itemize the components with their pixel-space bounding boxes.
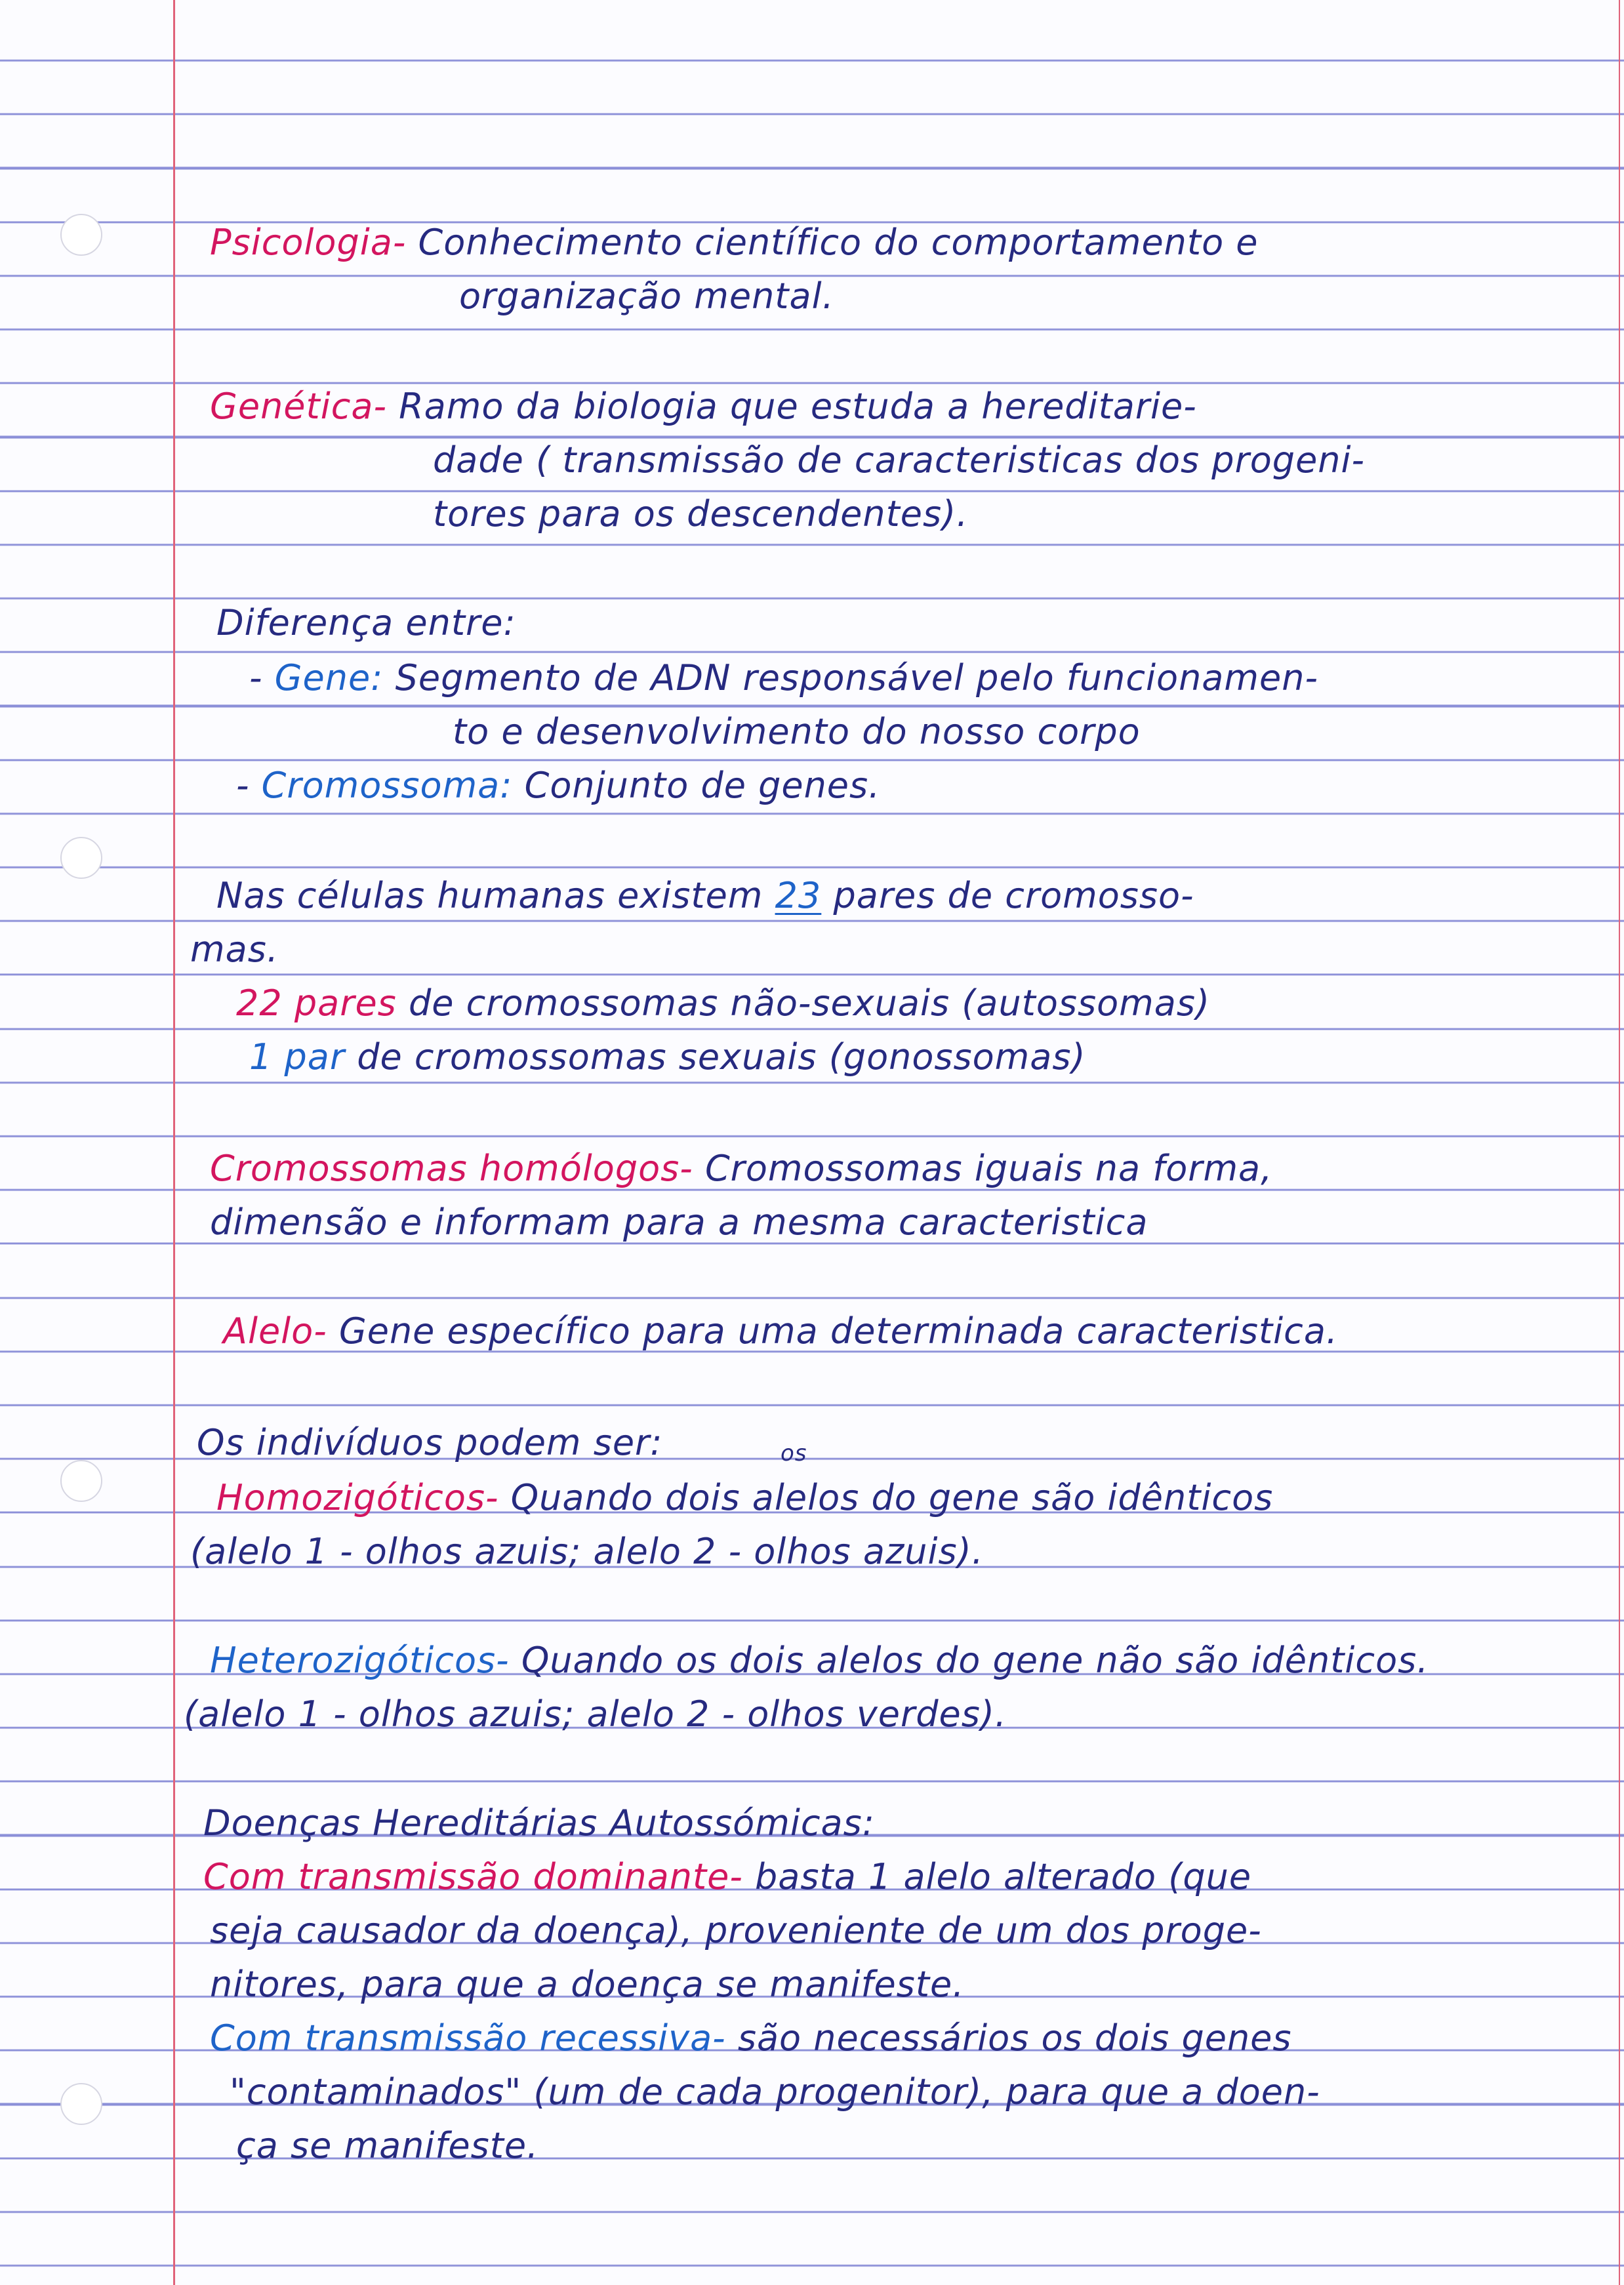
punch-hole	[60, 2083, 102, 2125]
punch-hole	[60, 214, 102, 256]
dominante-term: Com transmissão dominante-	[203, 1856, 743, 1897]
celulas-text-end: pares de cromosso-	[833, 875, 1194, 916]
gonossomas-count: 1 par	[249, 1036, 346, 1078]
autossomas-text: de cromossomas não-sexuais (autossomas)	[408, 982, 1211, 1024]
heterozigoticos-line-2: (alelo 1 - olhos azuis; alelo 2 - olhos verdes).	[184, 1693, 1007, 1735]
homologos-definition: Cromossomas iguais na forma,	[704, 1148, 1273, 1189]
dominante-definition: basta 1 alelo alterado (que	[755, 1856, 1252, 1897]
psicologia-term: Psicologia-	[210, 222, 407, 263]
homozigoticos-term: Homozigóticos-	[216, 1477, 499, 1518]
gonossomas-text: de cromossomas sexuais (gonossomas)	[357, 1036, 1086, 1078]
homozigoticos-line-1	[216, 1472, 1273, 1524]
recessiva-line-2: "contaminados" (um de cada progenitor), para que a doen-	[230, 2071, 1320, 2113]
homologos-line-2: dimensão e informam para a mesma caracteristica	[210, 1202, 1148, 1243]
celulas-line-1	[216, 870, 1194, 922]
cromossoma-line	[236, 759, 880, 812]
doencas-heading: Doenças Hereditárias Autossómicas:	[203, 1802, 875, 1844]
autossomas-line	[236, 977, 1210, 1030]
recessiva-line-3: ça se manifeste.	[236, 2125, 539, 2166]
psicologia-definition: Conhecimento científico do comportamento e	[418, 222, 1259, 263]
dominante-line-1	[203, 1851, 1251, 1903]
homologos-term: Cromossomas homólogos-	[210, 1148, 693, 1189]
genetica-term: Genética-	[210, 386, 387, 427]
homozigoticos-line-2: (alelo 1 - olhos azuis; alelo 2 - olhos azuis).	[190, 1531, 984, 1572]
gene-line-2: to e desenvolvimento do nosso corpo	[453, 711, 1141, 752]
punch-hole	[60, 837, 102, 879]
punch-hole	[60, 1460, 102, 1502]
gonossomas-line	[249, 1031, 1086, 1083]
recessiva-line-1	[210, 2012, 1292, 2065]
gene-term: Gene:	[274, 657, 384, 698]
celulas-line-2: mas.	[190, 929, 279, 970]
homologos-line-1	[210, 1142, 1272, 1195]
right-margin-line	[1619, 0, 1620, 2285]
psicologia-line-2: organização mental.	[459, 275, 834, 317]
list-dash: -	[236, 765, 250, 806]
alelo-line	[223, 1305, 1338, 1358]
recessiva-term: Com transmissão recessiva-	[210, 2017, 726, 2059]
genetica-line-3: tores para os descendentes).	[433, 493, 969, 535]
left-margin-line	[173, 0, 175, 2285]
individuos-heading: Os indivíduos podem ser:	[197, 1422, 663, 1463]
heterozigoticos-line-1	[210, 1634, 1429, 1687]
diferenca-heading: Diferença entre:	[216, 602, 516, 643]
genetica-line-2: dade ( transmissão de caracteristicas dos progeni-	[433, 439, 1366, 481]
cromossoma-definition: Conjunto de genes.	[524, 765, 881, 806]
heterozigoticos-definition: Quando os dois alelos do gene não são idênticos.	[521, 1640, 1429, 1681]
heterozigoticos-term: Heterozigóticos-	[210, 1640, 510, 1681]
homozigoticos-definition: Quando dois alelos do gene são idênticos	[510, 1477, 1274, 1518]
alelo-term: Alelo-	[223, 1310, 327, 1352]
dominante-line-2: seja causador da doença), proveniente de um dos proge-	[210, 1910, 1262, 1951]
recessiva-definition: são necessários os dois genes	[737, 2017, 1292, 2059]
dominante-line-3: nitores, para que a doença se manifeste.	[210, 1964, 965, 2005]
insertion-mark: os	[781, 1440, 807, 1466]
psicologia-line-1	[210, 216, 1259, 269]
genetica-definition: Ramo da biologia que estuda a hereditarie-	[399, 386, 1197, 427]
genetica-line-1	[210, 380, 1197, 433]
list-dash: -	[249, 657, 263, 698]
cromossoma-term: Cromossoma:	[261, 765, 513, 806]
gene-definition: Segmento de ADN responsável pelo funcionamen-	[395, 657, 1318, 698]
celulas-text: Nas células humanas existem	[216, 875, 763, 916]
gene-line-1	[249, 652, 1318, 704]
alelo-definition: Gene específico para uma determinada caracteristica.	[338, 1310, 1339, 1352]
chromosome-pair-count: 23	[775, 875, 822, 916]
autossomas-count: 22 pares	[236, 982, 397, 1024]
